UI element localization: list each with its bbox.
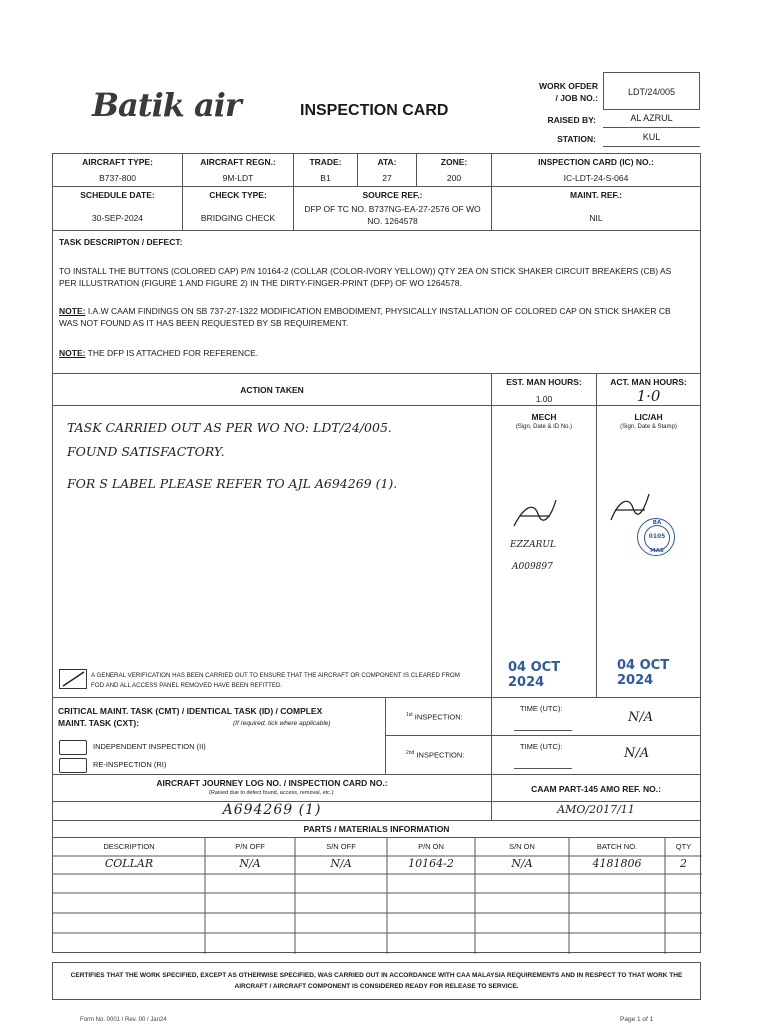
action-taken-header xyxy=(52,373,492,406)
source-ref-cell xyxy=(293,186,492,231)
col-qty: QTY xyxy=(675,842,692,851)
mech-date-stamp: 04 OCT 2024 xyxy=(508,660,561,690)
work-order-label: WORK OFDER / JOB NO.: xyxy=(538,81,598,103)
schedule-date-value: 30-SEP-2024 xyxy=(91,213,144,223)
second-time-label: TIME (UTC): xyxy=(520,742,563,751)
act-man-hours-label: ACT. MAN HOURS: xyxy=(610,377,687,387)
ic-no-cell xyxy=(491,153,701,187)
station-label: STATION: xyxy=(557,134,596,144)
source-ref-value: DFP OF TC NO. B737NG-EA-27-2576 OF WO NO. 1264578 xyxy=(304,204,481,226)
task-description-box xyxy=(52,230,701,374)
col-sn-on: S/N ON xyxy=(509,842,535,851)
journey-log-label: AIRCRAFT JOURNEY LOG NO. / INSPECTION CARD NO.: xyxy=(156,778,388,788)
ic-no-label: INSPECTION CARD (IC) NO.: xyxy=(538,157,654,167)
est-man-hours-label: EST. MAN HOURS: xyxy=(506,377,582,387)
action-line-1: TASK CARRIED OUT AS PER WO NO: LDT/24/005. xyxy=(67,420,392,435)
second-inspection-label: $^{2nd}$ INSPECTION: xyxy=(406,750,465,760)
row-sn-on: N/A xyxy=(511,857,533,870)
note-1-text: I.A.W CAAM FINDINGS ON SB 737-27-1322 MODIFICATION EMBODIMENT, PHYSICALLY INSTALLATION OF COLORED CAP ON STICK SHAKER CB WAS NOT FOUND AS IT HAS BEEN REQUESTED BY SB REQUIREMENT. xyxy=(59,306,671,328)
check-mark-icon xyxy=(60,670,86,688)
check-type-value: BRIDGING CHECK xyxy=(200,213,276,223)
certification-text: CERTIFIES THAT THE WORK SPECIFIED, EXCEPT AS OTHERWISE SPECIFIED, WAS CARRIED OUT IN ACCORDANCE WITH CAA MALAYSIA REQUIREMENTS AND IN RESPECT TO THAT WORK THE AIRCRAFT / AIRCRAFT COMPONENT IS CONSIDERED READY FOR RELEASE TO SERVICE. xyxy=(70,972,683,990)
mech-name: EZZARUL xyxy=(510,540,556,550)
maint-ref-label: MAINT. REF.: xyxy=(570,190,622,200)
col-description: DESCRIPTION xyxy=(103,842,155,851)
approval-stamp xyxy=(637,518,675,556)
row-pn-on: 10164-2 xyxy=(408,857,454,870)
ata-cell xyxy=(357,153,417,187)
raised-by-value: AL AZRUL xyxy=(603,113,700,128)
note-2-label: NOTE: xyxy=(59,348,86,358)
action-line-2: FOUND SATISFACTORY. xyxy=(67,444,225,459)
row-pn-off: N/A xyxy=(239,857,261,870)
maint-ref-cell xyxy=(491,186,701,231)
zone-value: 200 xyxy=(446,173,462,183)
task-note-1 xyxy=(59,305,689,329)
lic-sub-label: (Sign, Date & Stamp) xyxy=(620,424,677,430)
journey-log-value: A694269 (1) xyxy=(222,802,322,818)
row-sn-off: N/A xyxy=(330,857,352,870)
maint-ref-value: NIL xyxy=(589,213,603,223)
schedule-date-cell xyxy=(52,186,183,231)
col-pn-on: P/N ON xyxy=(418,842,444,851)
parts-heading: PARTS / MATERIALS INFORMATION xyxy=(303,824,450,834)
stamp-mid-text: 0105 xyxy=(648,533,666,540)
critical-title-1: CRITICAL MAINT. TASK (CMT) / IDENTICAL TASK (ID) / COMPLEX xyxy=(58,706,323,716)
journey-log-sub: (Raised due to defect found, access, removal, etc.): xyxy=(209,790,335,796)
caam-label-cell xyxy=(491,774,701,802)
batik-air-logo: Batik air xyxy=(92,86,241,124)
row-batch-no: 4181806 xyxy=(592,857,642,870)
second-inspection-time-cell xyxy=(491,735,701,775)
stamp-top-text: BA xyxy=(652,520,662,526)
first-time-label: TIME (UTC): xyxy=(520,704,563,713)
mech-label: MECH xyxy=(531,412,557,422)
ata-label: ATA: xyxy=(377,157,397,167)
journey-log-value-cell xyxy=(52,801,492,821)
row-qty: 2 xyxy=(680,857,687,870)
task-heading: TASK DESCRIPTON / DEFECT: xyxy=(59,237,183,247)
aircraft-type-label: AIRCRAFT TYPE: xyxy=(82,157,153,167)
caam-label: CAAM PART-145 AMO REF. NO.: xyxy=(531,784,661,794)
first-inspection-na: N/A xyxy=(628,710,654,725)
action-taken-label: ACTION TAKEN xyxy=(240,385,304,395)
critical-task-box xyxy=(52,697,386,775)
aircraft-regn-label: AIRCRAFT REGN.: xyxy=(200,157,276,167)
work-order-value: LDT/24/005 xyxy=(603,72,700,110)
note-2-text: THE DFP IS ATTACHED FOR REFERENCE. xyxy=(85,348,259,358)
mech-signature-icon xyxy=(510,496,560,532)
trade-cell xyxy=(293,153,358,187)
mech-sub-label: (Sign, Date & ID No.) xyxy=(515,424,573,430)
check-type-cell xyxy=(182,186,294,231)
form-number: Form No. 0001 / Rev. 00 / Jan24 xyxy=(80,1017,167,1023)
aircraft-type-value: B737-800 xyxy=(99,173,136,183)
aircraft-type-cell xyxy=(52,153,183,187)
second-inspection-cell xyxy=(385,735,492,775)
note-1-label: NOTE: xyxy=(59,306,86,316)
verification-checkbox[interactable] xyxy=(59,669,87,689)
raised-by-label: RAISED BY: xyxy=(547,115,596,125)
first-inspection-time-cell xyxy=(491,697,701,736)
act-man-hours-cell xyxy=(596,373,701,406)
zone-label: ZONE: xyxy=(440,157,468,167)
page-title: INSPECTION CARD xyxy=(300,102,449,119)
ata-value: 27 xyxy=(382,173,392,183)
col-batch-no: BATCH NO. xyxy=(596,842,638,851)
critical-title-2: MAINT. TASK (CXT): xyxy=(58,718,140,728)
action-taken-body xyxy=(52,405,492,698)
aircraft-regn-cell xyxy=(182,153,294,187)
task-paragraph: TO INSTALL THE BUTTONS (COLORED CAP) P/N 10164-2 (COLLAR (COLOR-IVORY YELLOW)) QTY 2EA ON STICK SHAKER CIRCUIT BREAKERS (CB) AS PER ILLUSTRATION (FIGURE 1 AND FIGURE 2) IN THE DIRTY-FINGER-PRINT (DFP) OF WO 1264578. xyxy=(59,266,672,288)
station-value: KUL xyxy=(603,132,700,147)
lic-date-stamp: 04 OCT 2024 xyxy=(617,658,670,688)
certification-box xyxy=(52,962,701,1000)
ic-no-value: IC-LDT-24-S-064 xyxy=(563,173,629,183)
source-ref-label: SOURCE REF.: xyxy=(362,190,423,200)
first-inspection-cell xyxy=(385,697,492,736)
re-inspection-label: RE-INSPECTION (RI) xyxy=(93,760,167,769)
journey-log-label-cell xyxy=(52,774,492,802)
independent-inspection-label: INDEPENDENT INSPECTION (II) xyxy=(93,742,206,751)
critical-note: (If required, tick where applicable) xyxy=(233,720,331,727)
independent-inspection-checkbox[interactable] xyxy=(59,740,87,755)
col-sn-off: S/N OFF xyxy=(326,842,356,851)
parts-grid-lines xyxy=(53,838,702,954)
lic-column xyxy=(596,405,701,698)
re-inspection-checkbox[interactable] xyxy=(59,758,87,773)
schedule-date-label: SCHEDULE DATE: xyxy=(80,190,155,200)
task-note-2 xyxy=(59,348,689,358)
mech-id: A009897 xyxy=(512,562,553,572)
action-line-3: FOR S LABEL PLEASE REFER TO AJL A694269 (1). xyxy=(67,476,398,491)
page-number: Page 1 of 1 xyxy=(620,1016,654,1023)
lic-label: LIC/AH xyxy=(634,412,663,422)
trade-value: B1 xyxy=(320,173,331,183)
row-description: COLLAR xyxy=(104,857,154,870)
parts-table xyxy=(52,837,701,953)
second-inspection-na: N/A xyxy=(624,746,650,761)
est-man-hours-value: 1.00 xyxy=(535,394,553,404)
act-man-hours-value: 1·0 xyxy=(636,387,661,405)
zone-cell xyxy=(416,153,492,187)
parts-heading-cell xyxy=(52,820,701,838)
check-type-label: CHECK TYPE: xyxy=(209,190,267,200)
stamp-bottom-text: MAS xyxy=(650,548,664,554)
est-man-hours-cell xyxy=(491,373,597,406)
trade-label: TRADE: xyxy=(309,157,342,167)
caam-value-cell xyxy=(491,801,701,821)
first-inspection-label: $^{1st}$ INSPECTION: xyxy=(406,712,463,722)
caam-value: AMO/2017/11 xyxy=(557,803,635,816)
mech-column xyxy=(491,405,597,698)
aircraft-regn-value: 9M-LDT xyxy=(222,173,254,183)
col-pn-off: P/N OFF xyxy=(235,842,265,851)
verification-text: A GENERAL VERIFICATION HAS BEEN CARRIED OUT TO ENSURE THAT THE AIRCRAFT OR COMPONENT IS CLEARED FROM FOD AND ALL ACCESS PANEL REMOVED HAVE BEEN REFITTED. xyxy=(91,672,460,689)
